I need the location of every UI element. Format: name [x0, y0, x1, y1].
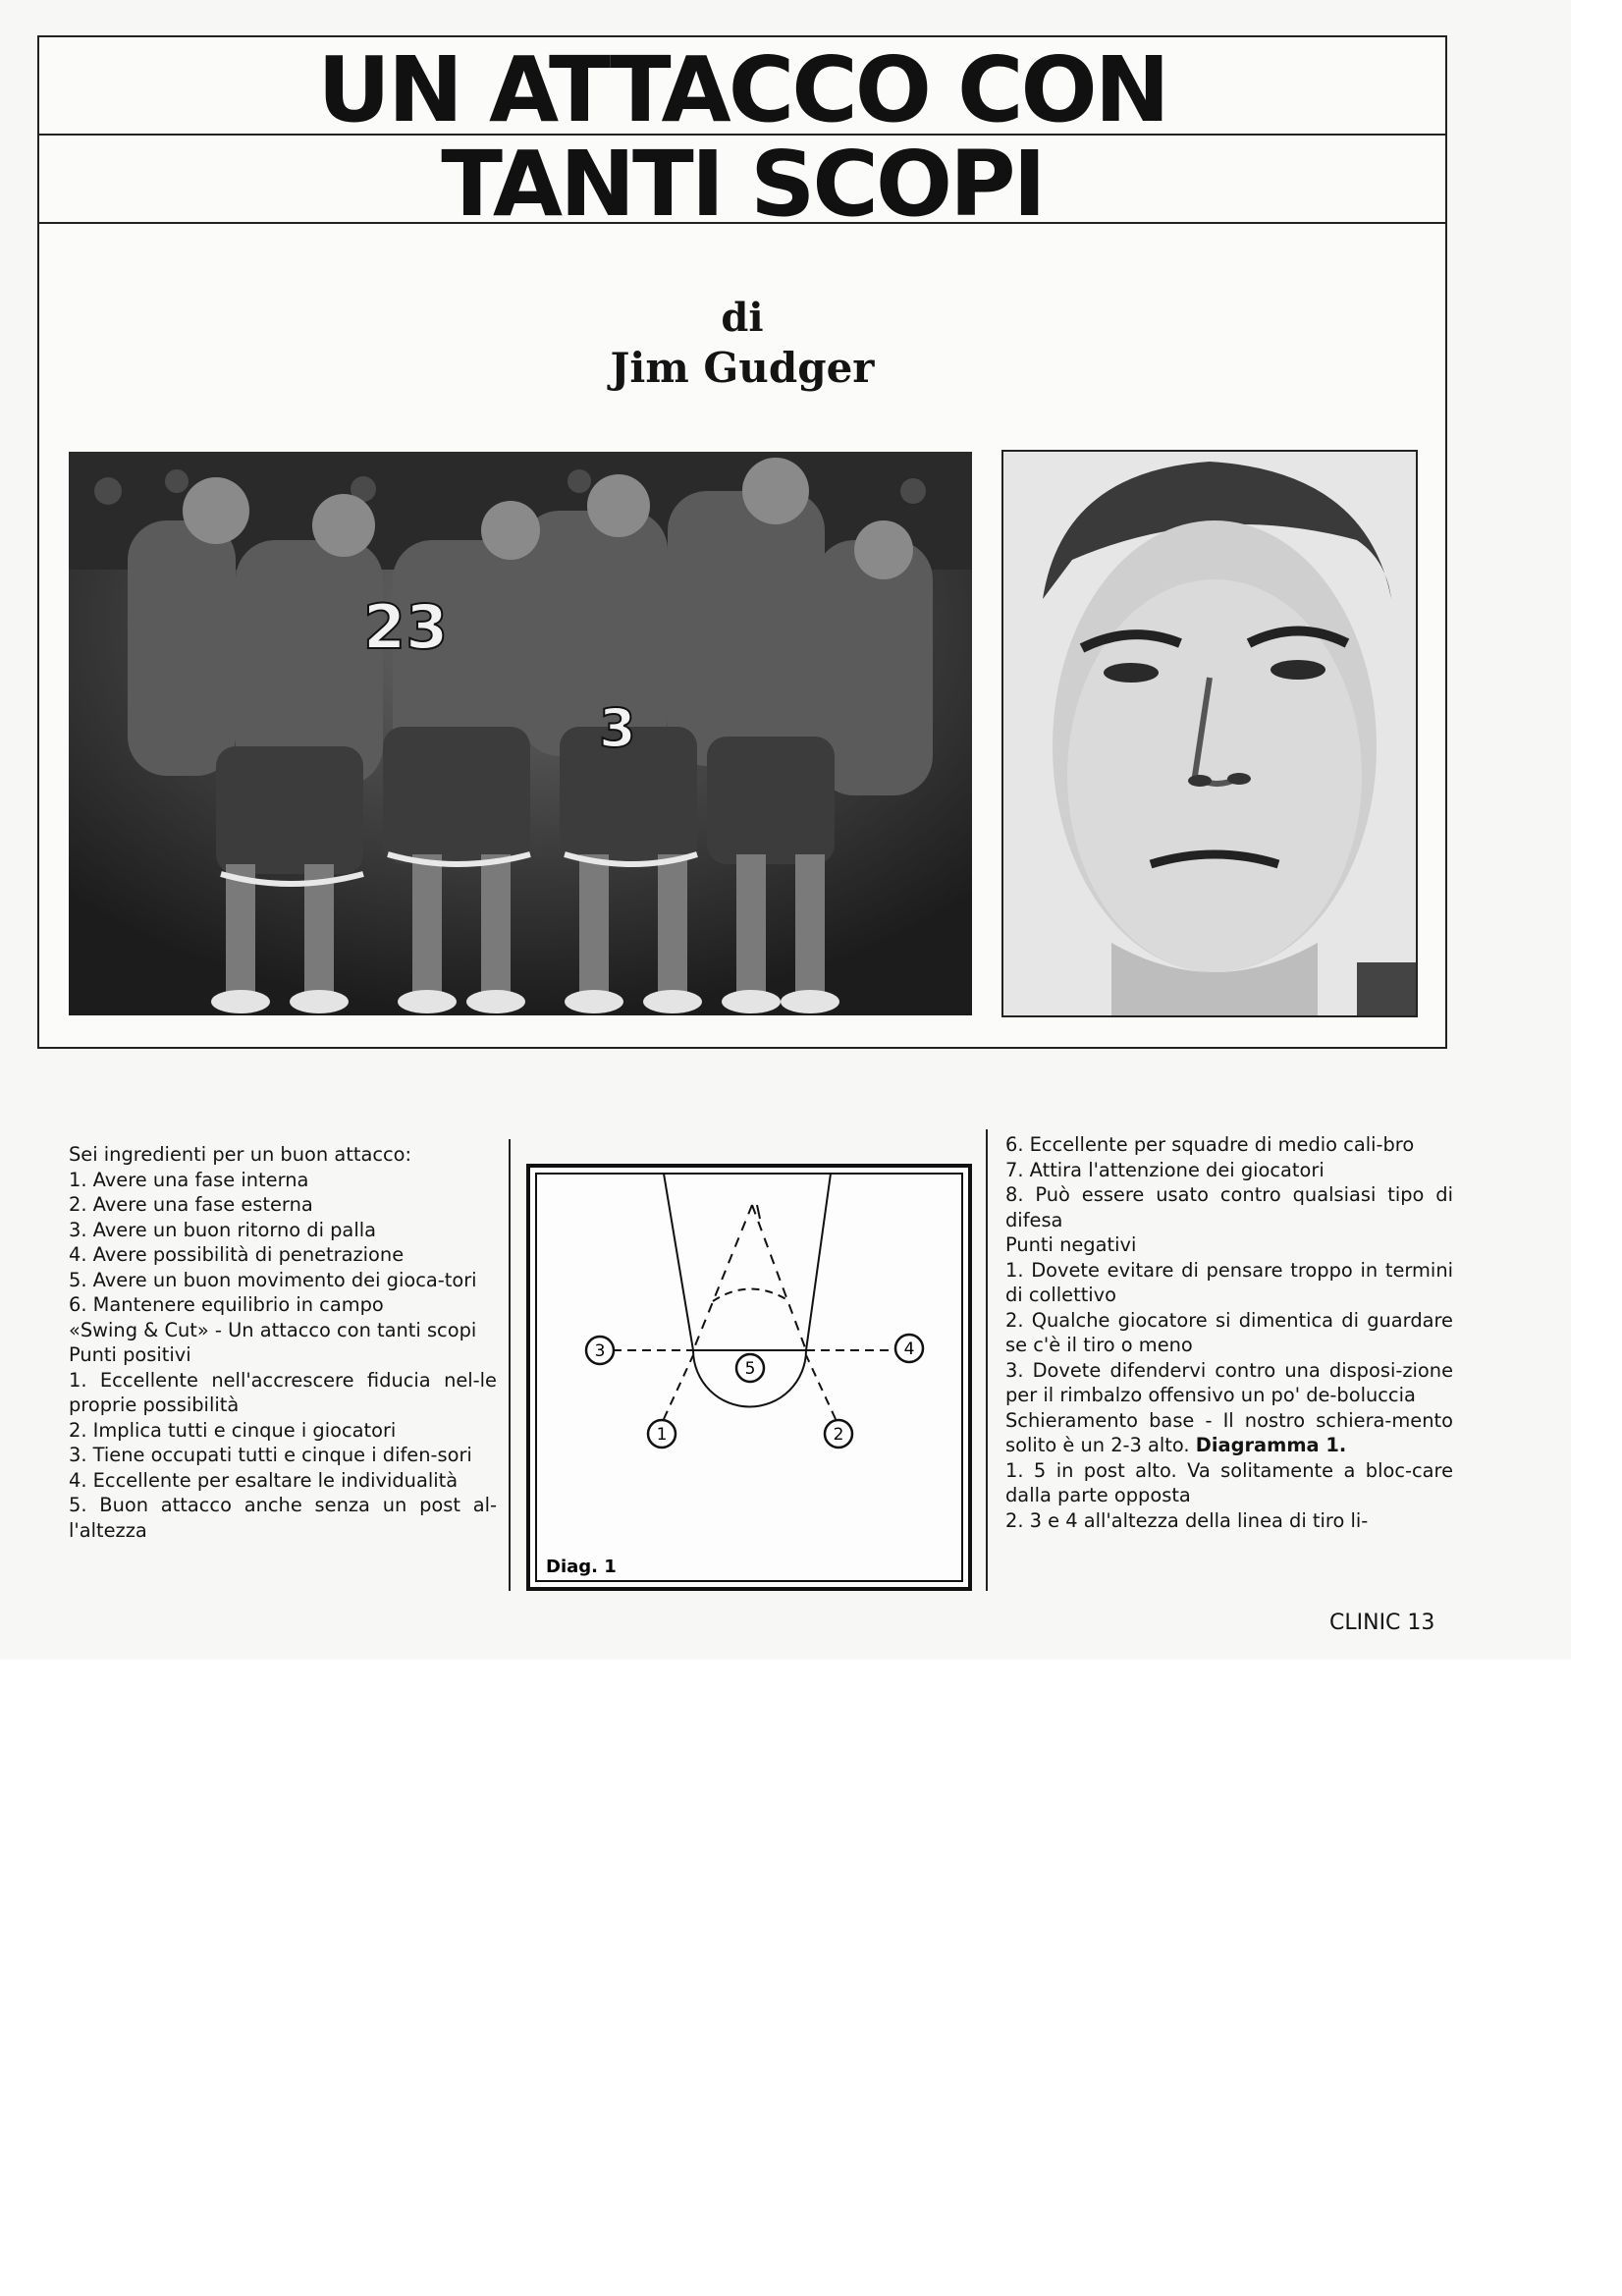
right-paragraph-0: 6. Eccellente per squadre di medio cali-bro	[1005, 1133, 1415, 1156]
team-huddle-photo	[69, 452, 972, 1015]
diagram-label: Diag. 1	[546, 1557, 617, 1577]
right-paragraph-3: Punti negativi	[1005, 1233, 1137, 1256]
byline-author: Jim Gudger	[610, 344, 875, 392]
left-paragraph-11: 3. Tiene occupati tutti e cinque i difen-sori	[69, 1444, 472, 1466]
article-column-left	[69, 1142, 497, 1543]
article-header	[37, 35, 1447, 1049]
schieramento-text: Schieramento base - Il nostro schiera-mento solito è un 2-3 alto.	[1005, 1408, 1453, 1456]
left-paragraph-12: 4. Eccellente per esaltare le individualità	[69, 1468, 459, 1492]
svg-text:1: 1	[656, 1425, 668, 1445]
svg-text:3: 3	[594, 1341, 606, 1361]
right-paragraph-6: 3. Dovete difendervi contro una disposi-zione per il rimbalzo offensivo un po' de-boluccia	[1005, 1358, 1453, 1406]
jersey-number-23: 23	[363, 591, 449, 663]
svg-text:4: 4	[903, 1339, 915, 1359]
player-4	[895, 1335, 923, 1362]
left-paragraph-10: 2. Implica tutti e cinque i giocatori	[69, 1418, 397, 1442]
column-divider-left	[509, 1139, 511, 1591]
team-huddle-image	[69, 452, 972, 1015]
byline-prefix: di	[721, 295, 764, 341]
left-paragraph-4: 4. Avere possibilità di penetrazione	[69, 1243, 405, 1266]
right-paragraph-item1: 1. 5 in post alto. Va solitamente a bloc-care dalla parte opposta	[1005, 1458, 1453, 1506]
svg-text:5: 5	[744, 1359, 756, 1379]
player-3	[586, 1337, 614, 1364]
player-1	[648, 1420, 676, 1448]
right-paragraph-item2: 2. 3 e 4 all'altezza della linea di tiro li-	[1005, 1508, 1369, 1532]
court-diagram	[526, 1164, 972, 1591]
svg-text:2: 2	[833, 1425, 844, 1445]
left-paragraph-8: Punti positivi	[69, 1343, 191, 1366]
left-paragraph-5: 5. Avere un buon movimento dei gioca-tori	[69, 1268, 477, 1291]
player-5	[736, 1354, 764, 1382]
title-line-1: UN ATTACCO CON	[317, 37, 1167, 142]
left-paragraph-7: «Swing & Cut» - Un attacco con tanti scopi	[69, 1318, 477, 1341]
right-paragraph-5: 2. Qualche giocatore si dimentica di guardare se c'è il tiro o meno	[1005, 1308, 1453, 1356]
article-column-right	[1005, 1132, 1453, 1533]
left-paragraph-9: 1. Eccellente nell'accrescere fiducia nel-le proprie possibilità	[69, 1368, 497, 1416]
left-paragraph-0: Sei ingredienti per un buon attacco:	[69, 1143, 412, 1166]
diagram-reference: Diagramma 1.	[1195, 1434, 1347, 1456]
title-rule-bottom	[39, 222, 1445, 224]
player-2	[825, 1420, 852, 1448]
left-paragraph-1: 1. Avere una fase interna	[69, 1168, 309, 1191]
column-divider-right	[986, 1129, 988, 1591]
jersey-number-3: 3	[599, 697, 636, 759]
diagram-1-svg	[526, 1164, 972, 1591]
right-paragraph-2: 8. Può essere usato contro qualsiasi tipo di difesa	[1005, 1183, 1453, 1231]
left-paragraph-3: 3. Avere un buon ritorno di palla	[69, 1218, 376, 1241]
title-line-2: TANTI SCOPI	[441, 132, 1044, 237]
left-paragraph-6: 6. Mantenere equilibrio in campo	[69, 1293, 384, 1316]
left-paragraph-13: 5. Buon attacco anche senza un post al-l'altezza	[69, 1494, 497, 1542]
coach-portrait-photo	[1001, 450, 1418, 1017]
page-folio: CLINIC 13	[1329, 1611, 1435, 1635]
coach-portrait-image	[1003, 452, 1416, 1015]
right-paragraph-schieramento	[1005, 1408, 1453, 1458]
right-paragraph-4: 1. Dovete evitare di pensare troppo in termini di collettivo	[1005, 1258, 1453, 1306]
left-paragraph-2: 2. Avere una fase esterna	[69, 1193, 313, 1216]
right-paragraph-1: 7. Attira l'attenzione dei giocatori	[1005, 1158, 1325, 1181]
